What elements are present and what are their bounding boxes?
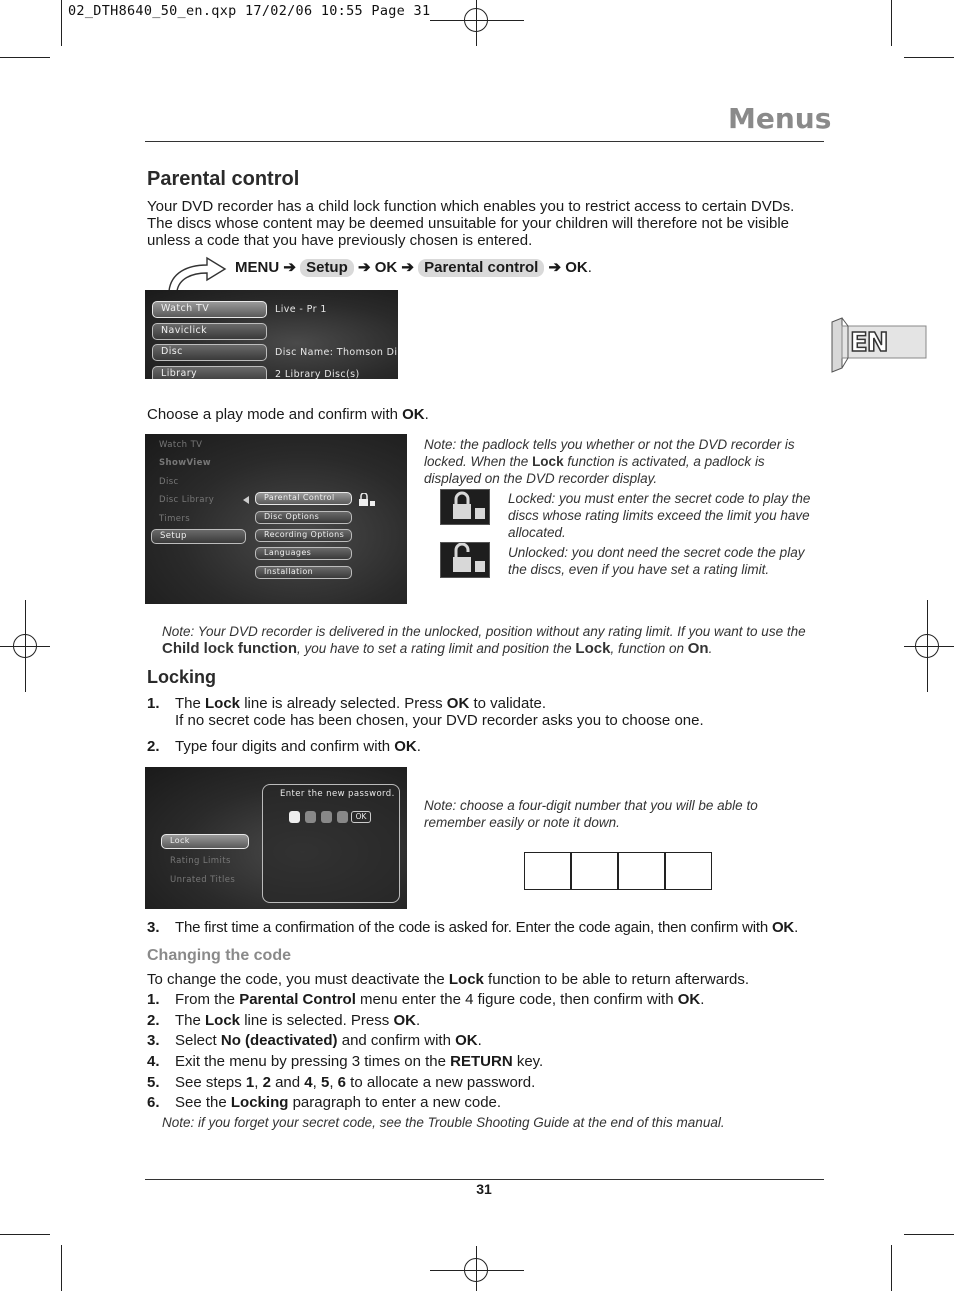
step-part: The xyxy=(175,695,206,712)
left-menu-item: Watch TV xyxy=(159,440,203,450)
lock-menu-item: Lock xyxy=(161,834,249,849)
path-menu: MENU xyxy=(235,259,280,276)
step-part: See steps xyxy=(175,1074,246,1091)
step-bold: 5 xyxy=(320,1074,330,1091)
changing-step-5 xyxy=(147,1074,837,1091)
delivered-note xyxy=(162,623,822,657)
step-bold: 6 xyxy=(337,1074,347,1091)
step-part: From the xyxy=(175,991,240,1008)
choose-play-mode xyxy=(147,406,429,423)
step-text xyxy=(175,1074,837,1091)
code-digit-box xyxy=(571,852,618,890)
step-bold: Locking xyxy=(230,1094,289,1111)
step-bold: Lock xyxy=(205,1012,241,1029)
step-part: , xyxy=(254,1074,263,1091)
submenu-languages: Languages xyxy=(255,547,352,560)
step-bold: Parental Control xyxy=(239,991,356,1008)
header-rule xyxy=(145,141,824,142)
note-text: . xyxy=(708,641,713,656)
digit-slot xyxy=(289,811,300,823)
locking-step-3 xyxy=(147,919,837,936)
step-text: If no secret code has been chosen, your DVD recorder asks you to choose one. xyxy=(175,712,704,729)
note-line: displayed on the DVD recorder display. xyxy=(424,471,658,486)
step-bold: 1 xyxy=(245,1074,255,1091)
step-part: and xyxy=(270,1074,305,1091)
step-part: . xyxy=(415,1012,421,1029)
step-part: . xyxy=(700,991,705,1008)
submenu-parental-control: Parental Control xyxy=(255,492,352,505)
password-screenshot xyxy=(145,767,407,909)
step-part: menu enter the 4 figure code, then confirm with xyxy=(355,991,678,1008)
step-part: The xyxy=(175,1012,206,1029)
digit-slot xyxy=(321,811,332,823)
step-text xyxy=(175,695,827,712)
step-part: , xyxy=(329,1074,338,1091)
step-text xyxy=(175,738,827,755)
step-text xyxy=(175,1053,837,1070)
step-part: Exit the menu by pressing 3 times on the xyxy=(175,1053,451,1070)
submenu-disc-options: Disc Options xyxy=(255,511,352,524)
unlocked-padlock-icon xyxy=(440,542,490,578)
rating-limits-item: Rating Limits xyxy=(170,856,231,866)
changing-step-3 xyxy=(147,1032,837,1049)
note-lock: Lock xyxy=(532,454,564,469)
step-text xyxy=(175,991,837,1008)
note-line xyxy=(162,640,822,657)
note-on: On xyxy=(687,640,709,657)
path-setup: Setup xyxy=(300,259,354,277)
step-text xyxy=(175,919,837,936)
note-line: allocated. xyxy=(508,525,566,540)
step-bold: OK xyxy=(446,695,470,712)
step-bold: 2 xyxy=(262,1074,271,1091)
step-bold: No (deactivated) xyxy=(220,1032,338,1049)
step-number: 5. xyxy=(147,1074,160,1091)
note-line: Locked: you must enter the secret code to play the xyxy=(508,491,811,506)
step-part: line is already selected. Press xyxy=(240,695,447,712)
step-number: 3. xyxy=(147,919,160,936)
note-line: Note: the padlock tells you whether or not the DVD recorder is xyxy=(424,437,795,452)
step-number: 4. xyxy=(147,1053,160,1070)
password-dialog xyxy=(262,784,400,903)
changing-code-heading: Changing the code xyxy=(147,947,291,964)
menu-button-naviclick: Naviclick xyxy=(152,323,267,340)
step-part: to validate. xyxy=(469,695,547,712)
step-part: to allocate a new password. xyxy=(346,1074,536,1091)
left-menu-item: Disc Library xyxy=(159,495,215,505)
step-bold: 4 xyxy=(304,1074,313,1091)
step-part: The first time a confirmation of the code is asked for. Enter the code again, then confirm with xyxy=(175,919,772,936)
step-number: 3. xyxy=(147,1032,160,1049)
note-text: function is activated, a padlock is xyxy=(563,454,765,469)
step-part: Type four digits and confirm with xyxy=(175,738,395,755)
locked-note xyxy=(508,490,818,541)
page-number: 31 xyxy=(476,1181,492,1197)
parental-intro xyxy=(147,198,827,249)
step-text xyxy=(175,1032,837,1049)
changing-step-6 xyxy=(147,1094,837,1111)
choose-text: Choose a play mode and confirm with xyxy=(147,406,403,423)
code-note xyxy=(424,797,814,831)
footer-rule xyxy=(145,1179,824,1180)
print-slug: 02_DTH8640_50_en.qxp 17/02/06 10:55 Page 31 xyxy=(68,3,431,19)
step-bold: OK xyxy=(394,738,417,755)
step-part: , xyxy=(312,1074,321,1091)
intro-part: function to be able to return afterwards. xyxy=(483,971,750,988)
menu-info-disc-name: Disc Name: Thomson Di xyxy=(275,347,398,358)
menu-info-live: Live - Pr 1 xyxy=(275,304,327,315)
step-bold: OK xyxy=(677,991,701,1008)
step-bold: RETURN xyxy=(450,1053,513,1070)
locking-heading: Locking xyxy=(147,667,217,687)
step-bold: OK xyxy=(771,919,795,936)
locking-step-2 xyxy=(147,738,827,755)
arrow-right-icon: ➔ xyxy=(357,259,371,276)
menu-button-watch-tv: Watch TV xyxy=(152,301,267,318)
step-part: . xyxy=(477,1032,482,1049)
step-number: 2. xyxy=(147,1012,160,1029)
password-ok-button: OK xyxy=(351,811,371,823)
submenu-recording-options: Recording Options xyxy=(255,529,352,542)
language-tab-label: EN xyxy=(850,328,888,358)
path-ok: OK xyxy=(374,259,398,276)
step-number: 1. xyxy=(147,695,160,712)
intro-line: Your DVD recorder has a child lock function which enables you to restrict access to certain DVDs. xyxy=(147,198,795,215)
changing-step-2 xyxy=(147,1012,837,1029)
choose-end: . xyxy=(424,406,429,423)
setup-menu-screenshot xyxy=(145,434,407,604)
curved-arrow-icon xyxy=(165,255,229,293)
arrow-right-icon: ➔ xyxy=(548,259,562,276)
code-digit-box xyxy=(618,852,665,890)
note-lock: Lock xyxy=(575,640,611,657)
step-part: key. xyxy=(512,1053,544,1070)
step-number: 1. xyxy=(147,991,160,1008)
note-line: Note: choose a four-digit number that you will be able to xyxy=(424,798,758,813)
path-end: . xyxy=(587,259,592,276)
step-number: 6. xyxy=(147,1094,160,1111)
changing-intro xyxy=(147,971,837,988)
code-digit-box xyxy=(524,852,571,890)
step-part: Select xyxy=(175,1032,221,1049)
digit-slot xyxy=(337,811,348,823)
menu-info-library: 2 Library Disc(s) xyxy=(275,369,360,379)
submenu-installation: Installation xyxy=(255,566,352,579)
locked-padlock-icon xyxy=(440,489,490,525)
unlocked-note xyxy=(508,544,818,578)
locking-step-1 xyxy=(147,695,827,729)
step-part: . xyxy=(416,738,421,755)
padlock-icon xyxy=(357,492,377,506)
path-parental-control: Parental control xyxy=(418,259,544,277)
parental-control-heading: Parental control xyxy=(147,168,300,190)
note-line xyxy=(424,453,814,470)
note-line: Unlocked: you dont need the secret code the play xyxy=(508,545,805,560)
unrated-titles-item: Unrated Titles xyxy=(170,875,236,885)
note-line: remember easily or note it down. xyxy=(424,815,620,830)
setup-menu-item: Setup xyxy=(151,529,246,544)
intro-bold: Lock xyxy=(448,971,484,988)
menu-button-library: Library xyxy=(152,366,267,379)
note-text: , you have to set a rating limit and position the xyxy=(297,641,576,656)
step-part: See the xyxy=(175,1094,231,1111)
step-text xyxy=(175,1094,837,1111)
left-menu-item: Disc xyxy=(159,477,179,487)
intro-line: The discs whose content may be deemed unsuitable for your children will therefore not be visible xyxy=(147,215,790,232)
page-title: Menus xyxy=(728,102,832,135)
step-bold: OK xyxy=(393,1012,416,1029)
step-part: paragraph to enter a new code. xyxy=(288,1094,502,1111)
code-digit-box xyxy=(665,852,712,890)
step-text xyxy=(175,1012,837,1029)
password-prompt: Enter the new password. xyxy=(280,789,395,799)
intro-line: unless a code that you have previously chosen is entered. xyxy=(147,232,533,249)
language-tab xyxy=(828,316,928,376)
note-text: , function on xyxy=(610,641,688,656)
padlock-note xyxy=(424,436,814,487)
note-line: discs whose rating limits exceed the limit you have xyxy=(508,508,810,523)
changing-step-4 xyxy=(147,1053,837,1070)
menu-path xyxy=(235,259,592,277)
menu-button-disc: Disc xyxy=(152,344,267,361)
note-child-lock: Child lock function xyxy=(162,640,297,657)
digit-slot xyxy=(305,811,316,823)
forget-code-note: Note: if you forget your secret code, see the Trouble Shooting Guide at the end of this manual. xyxy=(162,1115,725,1130)
choose-ok: OK xyxy=(402,406,425,423)
step-bold: Lock xyxy=(205,695,241,712)
note-line: the discs, even if you have set a rating limit. xyxy=(508,562,770,577)
path-ok: OK xyxy=(565,259,588,276)
step-number: 2. xyxy=(147,738,160,755)
step-bold: OK xyxy=(455,1032,478,1049)
arrow-right-icon: ➔ xyxy=(401,259,414,276)
triangle-left-icon xyxy=(243,496,249,504)
note-text: locked. When the xyxy=(424,454,533,469)
arrow-right-icon: ➔ xyxy=(283,259,296,276)
step-part: . xyxy=(794,919,799,936)
main-menu-screenshot xyxy=(145,290,398,379)
note-line: Note: Your DVD recorder is delivered in the unlocked, position without any rating limit. If you want to use the xyxy=(162,624,806,639)
intro-part: To change the code, you must deactivate the xyxy=(147,971,449,988)
step-part: and confirm with xyxy=(337,1032,456,1049)
changing-step-1 xyxy=(147,991,837,1008)
left-menu-item: Timers xyxy=(159,514,191,524)
step-part: line is selected. Press xyxy=(240,1012,394,1029)
left-menu-item: ShowView xyxy=(159,458,212,468)
